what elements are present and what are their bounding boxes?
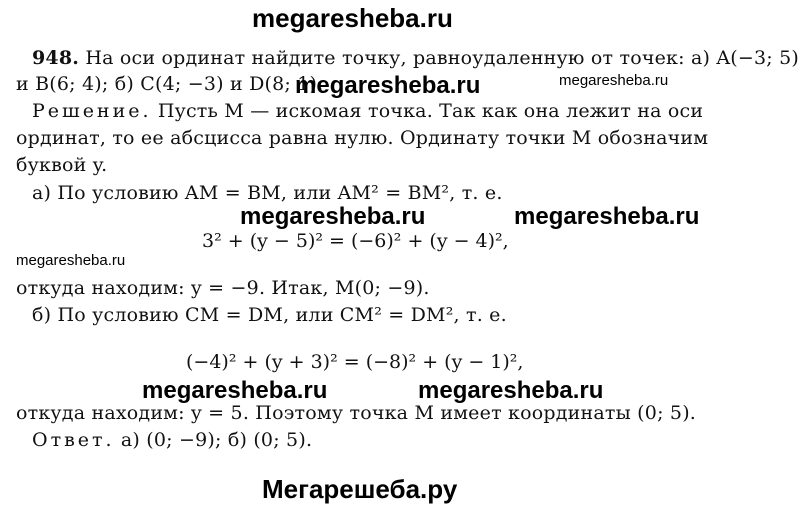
- watermark-3: megaresheba.ru: [240, 203, 426, 230]
- watermark-7: megaresheba.ru: [418, 377, 604, 404]
- part-b-condition: б) По условию CM = DM, или CM² = DM², т. е.: [32, 304, 507, 326]
- solution-line-1: [32, 99, 703, 123]
- part-b-equation: (−4)² + (y + 3)² = (−8)² + (y − 1)²,: [186, 351, 524, 373]
- problem-text-1: На оси ординат найдите точку, равноудаленную от точек: а) A(−3; 5): [85, 47, 799, 69]
- problem-line-1: [32, 46, 799, 70]
- solution-line-2: ординат, то ее абсцисса равна нулю. Ординату точки M обозначим: [16, 127, 709, 149]
- solution-label: Решение.: [32, 100, 152, 122]
- site-watermark-top: megaresheba.ru: [252, 3, 453, 33]
- part-a-condition: а) По условию AM = BM, или AM² = BM², т. е.: [32, 182, 503, 204]
- watermark-6: megaresheba.ru: [142, 377, 328, 404]
- watermark-4: megaresheba.ru: [514, 203, 700, 230]
- problem-line-2: и B(6; 4); б) C(4; −3) и D(8; 1).: [16, 73, 324, 95]
- answer-label: Ответ.: [32, 429, 115, 451]
- watermark-2: megaresheba.ru: [559, 72, 669, 89]
- solution-line-3: буквой y.: [16, 154, 108, 176]
- part-b-result: откуда находим: y = 5. Поэтому точка M имеет координаты (0; 5).: [16, 402, 697, 424]
- part-a-equation: 3² + (y − 5)² = (−6)² + (y − 4)²,: [202, 230, 509, 252]
- problem-number: 948.: [32, 47, 80, 69]
- answer-line: [32, 428, 312, 452]
- answer-text: а) (0; −9); б) (0; 5).: [120, 429, 313, 451]
- solution-text-1: Пусть M — искомая точка. Так как она лежит на оси: [157, 100, 704, 122]
- watermark-1: megaresheba.ru: [295, 72, 481, 99]
- part-a-result: откуда находим: y = −9. Итак, M(0; −9).: [16, 277, 430, 299]
- site-watermark-footer: Мегарешеба.ру: [262, 474, 458, 504]
- watermark-5: megaresheba.ru: [16, 252, 126, 269]
